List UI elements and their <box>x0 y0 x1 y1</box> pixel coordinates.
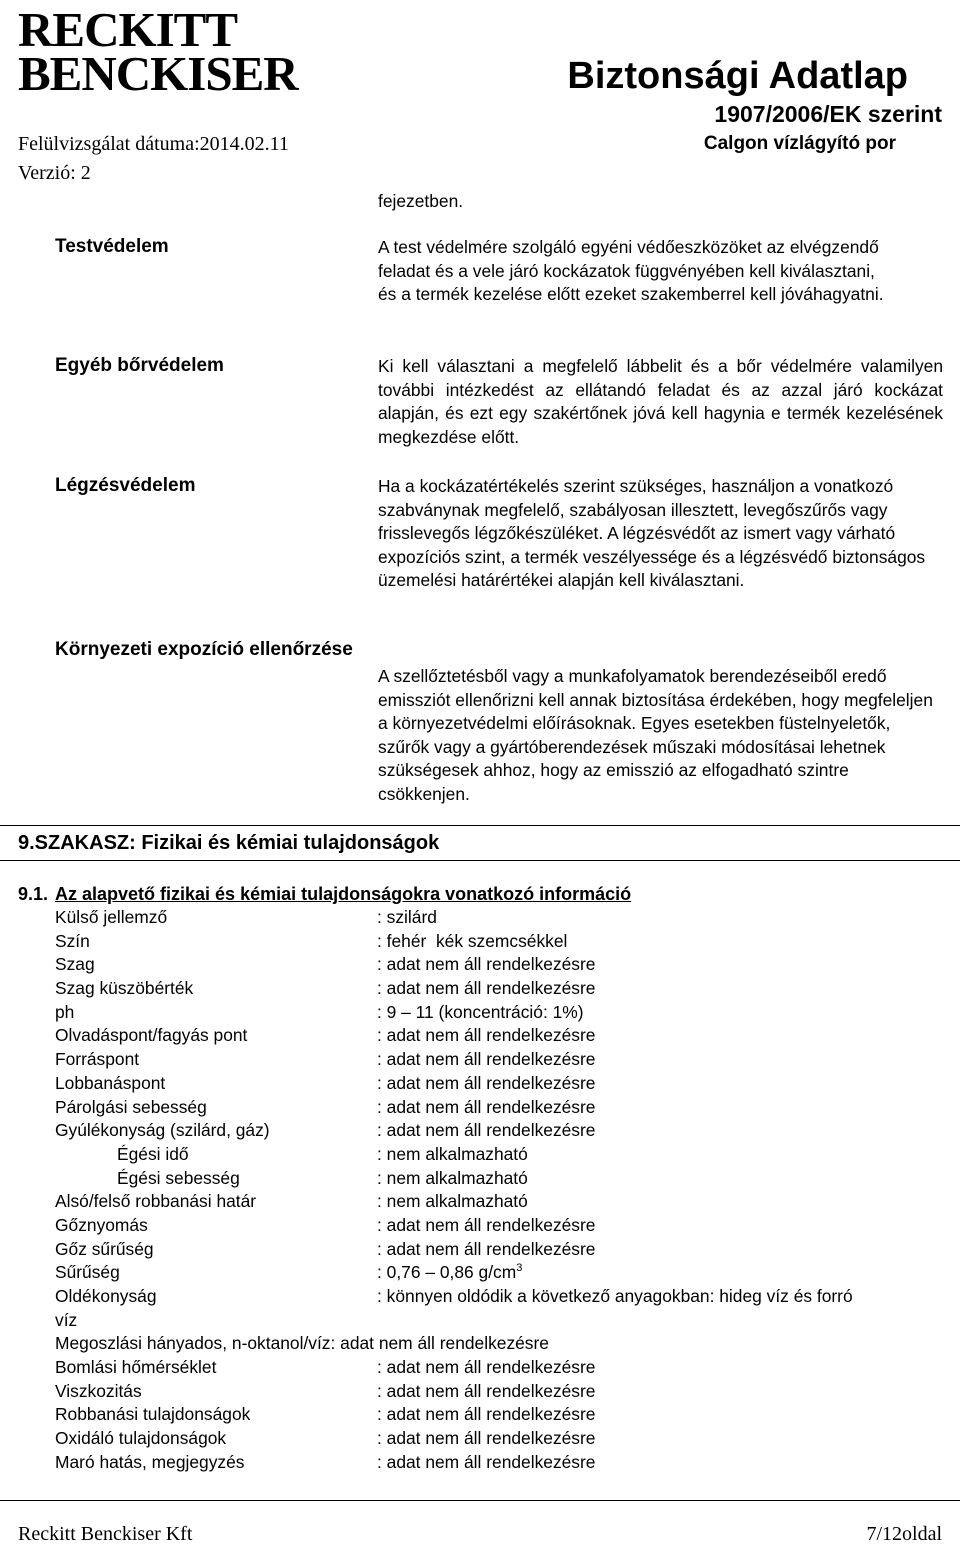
property-row-partition: Megoszlási hányados, n-oktanol/víz: adat nem áll rendelkezésre <box>55 1333 549 1354</box>
subsection-9-1-number: 9.1. <box>18 884 49 904</box>
property-row: Bomlási hőmérséklet : adat nem áll rendelkezésre <box>55 1357 596 1378</box>
property-row: Robbanási tulajdonságok : adat nem áll rendelkezésre <box>55 1404 596 1425</box>
property-row: Szín : fehér kék szemcsékkel <box>55 930 568 951</box>
property-row-density: Sűrűség : 0,76 – 0,86 $g/cm^3$ <box>55 1262 523 1283</box>
product-name: Calgon vízlágyító por <box>703 133 896 154</box>
environmental-exposure-text: A szellőztetésből vagy a munkafolyamatok berendezéseiből eredő emissziót ellenőrizni kell annak biztosítása érdekében, hogy megfeleljen a környezetvédelmi előírásoknak. Egyes esetekben füstelnyeletők, szűrők vagy a gyártóberendezések műszaki módosításai lehetnek szükségesek ahhoz, hogy az emisszió az elfogadható szintre csökkenjen. <box>378 666 933 804</box>
logo-line-2: BENCKISER <box>18 46 298 101</box>
version: Verzió: 2 <box>18 162 91 184</box>
property-row: Forráspont : adat nem áll rendelkezésre <box>55 1049 596 1070</box>
property-row-solubility-continued: víz <box>55 1309 78 1330</box>
document-title: Biztonsági Adatlap <box>567 55 908 97</box>
property-row: Lobbanáspont : adat nem áll rendelkezésre <box>55 1072 596 1093</box>
property-row-solubility: Oldékonyság : könnyen oldódik a következő anyagokban: hideg víz és forró <box>55 1286 853 1306</box>
property-row: Párolgási sebesség : adat nem áll rendelkezésre <box>55 1096 596 1117</box>
density-value: : 0,76 – 0,86 g/cm <box>377 1262 517 1283</box>
respiratory-protection-label: Légzésvédelem <box>55 475 196 496</box>
property-row: Maró hatás, megjegyzés : adat nem áll rendelkezésre <box>55 1451 596 1472</box>
company-logo <box>18 2 298 101</box>
revision-date: Felülvizsgálat dátuma:2014.02.11 <box>18 133 289 155</box>
property-row: Külső jellemző : szilárd <box>55 907 437 927</box>
logo-line-1: RECKITT <box>18 2 238 57</box>
skin-protection-label: Egyéb bőrvédelem <box>55 355 224 376</box>
respiratory-protection-text: Ha a kockázatértékelés szerint szükséges, használjon a vonatkozó szabványnak megfelelő, szabályosan illesztett, levegőszűrős vagy frisslevegős légzőkészüléket. A légzésvédőt az ismert vagy várható expozíciós szint, a termék veszélyessége és a légzésvédő biztonságos üzemelési határértékei alapján kell kiválasztani. <box>378 476 926 591</box>
properties-table <box>55 906 955 1475</box>
skin-protection-text: Ki kell választani a megfelelő lábbelit és a bőr védelmére valamilyen további intézkedést az ellátandó feladat és az azzal járó kockázat alapján, és ezt egy szakértőnek jóvá kell hagynia e termék kezelésének megkezdése előtt. <box>378 356 943 447</box>
property-row: Oxidáló tulajdonságok : adat nem áll rendelkezésre <box>55 1428 596 1449</box>
body-protection-label: Testvédelem <box>55 236 169 257</box>
property-row: Gőz sűrűség : adat nem áll rendelkezésre <box>55 1238 596 1259</box>
section-top-rule <box>0 825 960 826</box>
subsection-9-1-title: Az alapvető fizikai és kémiai tulajdonságokra vonatkozó információ <box>55 884 632 904</box>
property-row: Olvadáspont/fagyás pont : adat nem áll rendelkezésre <box>55 1025 596 1046</box>
footer-company: Reckitt Benckiser Kft <box>18 1523 193 1545</box>
regulation-reference: 1907/2006/EK szerint <box>714 101 942 127</box>
property-row: ph : 9 – 11 (koncentráció: 1%) <box>55 1001 584 1022</box>
page-number: 7/12oldal <box>866 1523 942 1545</box>
body-protection-text: A test védelmére szolgáló egyéni védőeszközöket az elvégzendő feladat és a vele járó kockázatok függvényében kell kiválasztani, és a termék kezelése előtt ezeket szakemberrel kell jóváhagyatni. <box>378 237 884 305</box>
property-row: Gyúlékonyság (szilárd, gáz) : adat nem áll rendelkezésre <box>55 1120 596 1141</box>
property-row: Viszkozitás : adat nem áll rendelkezésre <box>55 1380 596 1401</box>
property-row: Szag küszöbérték : adat nem áll rendelkezésre <box>55 978 596 999</box>
section-bottom-rule <box>0 860 960 861</box>
section-9-title: 9.SZAKASZ: Fizikai és kémiai tulajdonságok <box>18 832 440 854</box>
property-row: Égési idő : nem alkalmazható <box>117 1143 528 1164</box>
property-row: Gőznyomás : adat nem áll rendelkezésre <box>55 1214 596 1235</box>
environmental-exposure-label: Környezeti expozíció ellenőrzése <box>55 639 353 660</box>
footer-rule <box>0 1500 960 1501</box>
property-row: Alsó/felső robbanási határ : nem alkalmazható <box>55 1191 528 1212</box>
property-row: Szag : adat nem áll rendelkezésre <box>55 954 596 975</box>
property-row: Égési sebesség : nem alkalmazható <box>117 1167 528 1188</box>
continuation-text: fejezetben. <box>378 191 464 211</box>
density-unit-exponent: 3 <box>516 1262 523 1275</box>
